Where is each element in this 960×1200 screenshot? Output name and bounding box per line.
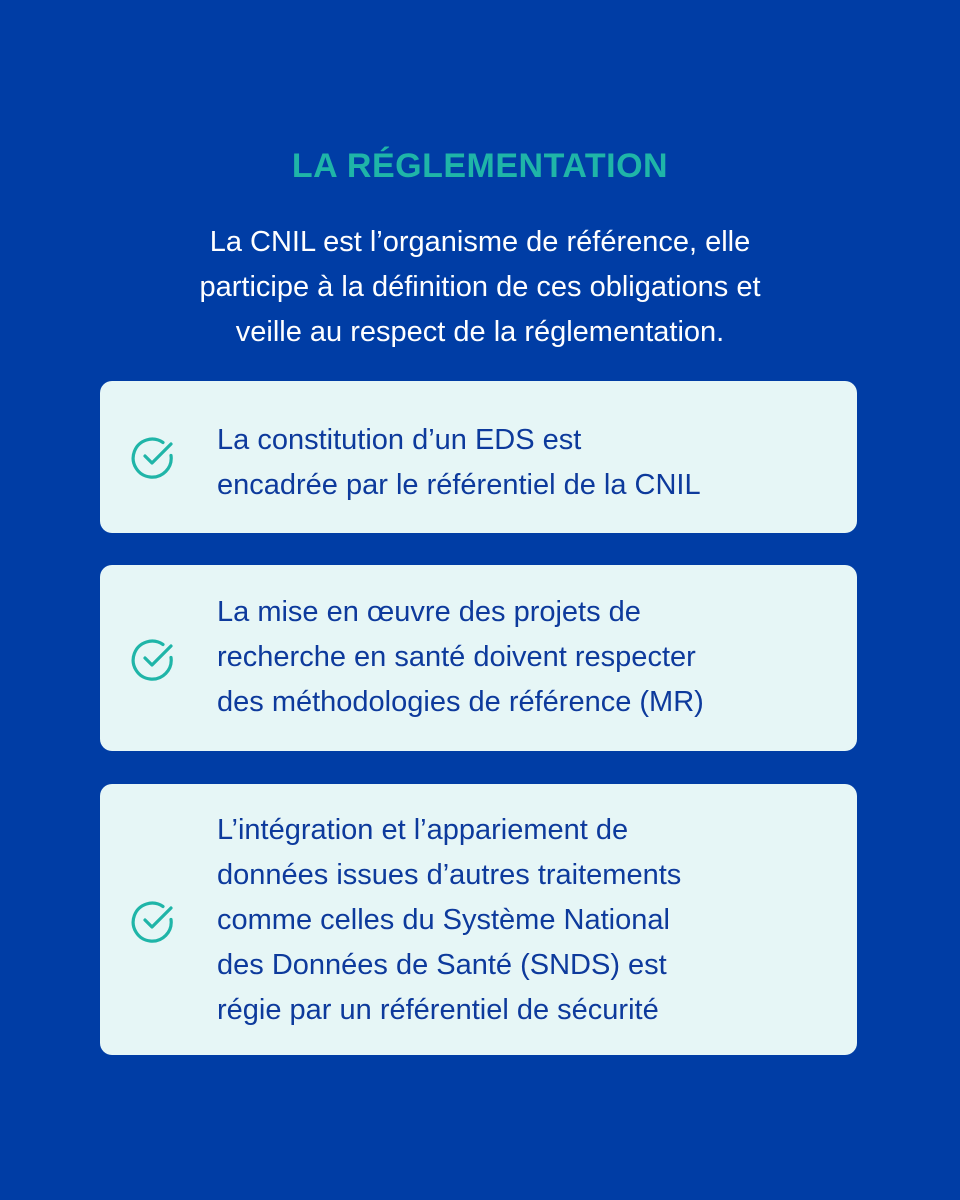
rule-card-line: comme celles du Système National xyxy=(217,904,670,936)
rule-card-line: des Données de Santé (SNDS) est xyxy=(217,949,667,981)
check-circle-icon xyxy=(130,433,178,481)
rule-card-line: La mise en œuvre des projets de xyxy=(217,596,641,628)
check-circle-icon xyxy=(130,897,178,945)
rule-card-line: La constitution d’un EDS est xyxy=(217,424,582,456)
intro-line: participe à la définition de ces obligations et xyxy=(199,271,761,303)
rule-card-text xyxy=(217,808,837,1033)
rule-card xyxy=(100,784,857,1055)
rule-card-text xyxy=(217,418,837,508)
rule-card-text xyxy=(217,590,837,725)
rule-card-line: des méthodologies de référence (MR) xyxy=(217,686,704,718)
page-title: LA RÉGLEMENTATION xyxy=(291,147,669,185)
rule-card-line: recherche en santé doivent respecter xyxy=(217,641,696,673)
intro-line: La CNIL est l’organisme de référence, elle xyxy=(209,226,751,258)
rule-card-line: régie par un référentiel de sécurité xyxy=(217,994,659,1026)
rule-card-line: données issues d’autres traitements xyxy=(217,859,682,891)
check-circle-icon xyxy=(130,635,178,683)
intro-text xyxy=(110,220,850,355)
rule-card xyxy=(100,381,857,533)
rule-card-line: L’intégration et l’appariement de xyxy=(217,814,629,846)
intro-line: veille au respect de la réglementation. xyxy=(235,316,725,348)
rule-card-line: encadrée par le référentiel de la CNIL xyxy=(217,469,701,501)
rule-card xyxy=(100,565,857,751)
